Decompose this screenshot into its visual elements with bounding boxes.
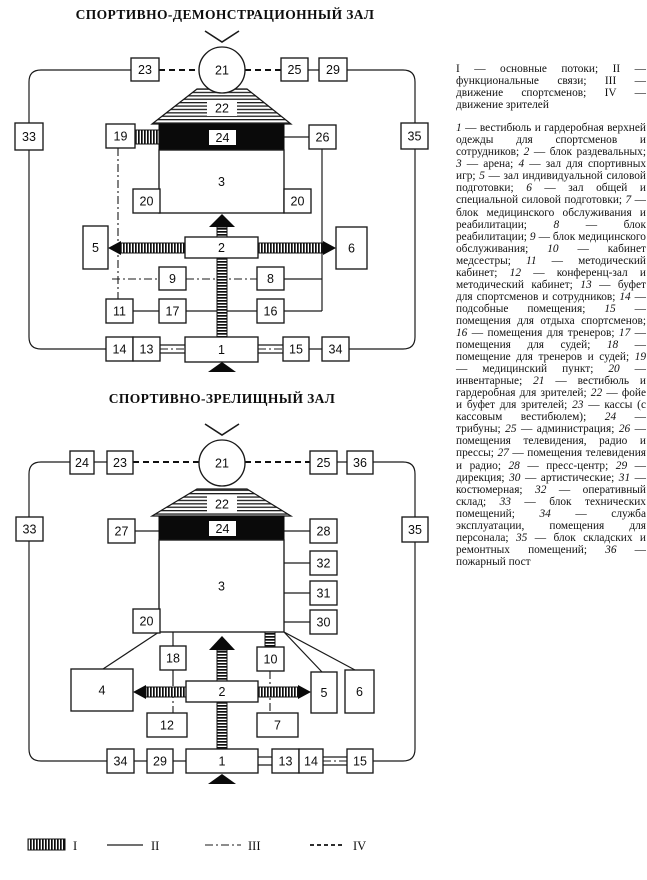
node-d2-7 xyxy=(257,713,298,737)
node-d2-33 xyxy=(16,517,43,541)
node-d2-36 xyxy=(347,451,373,474)
room-number: 28 xyxy=(508,459,520,472)
node-d1-19 xyxy=(106,124,135,148)
node-d1-35 xyxy=(401,123,428,149)
room-number-label: 23 xyxy=(138,62,152,77)
room-number: 8 xyxy=(553,218,560,231)
room-number: 11 xyxy=(526,254,537,267)
node-d1-20 xyxy=(133,189,160,213)
legend-label-I: I xyxy=(73,839,78,853)
node-d2-15 xyxy=(347,749,373,773)
room-number: 26 xyxy=(618,423,631,436)
room-number-label: 18 xyxy=(166,651,180,666)
room-number-label: 22 xyxy=(215,101,229,116)
node-d1-13 xyxy=(133,337,160,361)
room-number-label: 3 xyxy=(218,174,225,189)
node-d2-28 xyxy=(310,519,337,543)
outer-boundary-right xyxy=(308,70,415,349)
room-number-label: 6 xyxy=(356,684,363,699)
room-number: 34 xyxy=(539,507,551,520)
room-number-label: 30 xyxy=(316,615,331,630)
room-number-label: 35 xyxy=(408,522,422,537)
room-number: 19 xyxy=(634,351,646,364)
node-d1-16 xyxy=(257,299,284,323)
room-number: 20 xyxy=(608,363,620,376)
room-number: 9 xyxy=(529,230,536,243)
room-number-label: 24 xyxy=(215,521,230,536)
room-number-label: 14 xyxy=(112,342,127,357)
room-number-label: 7 xyxy=(274,718,281,733)
room-number-label: 13 xyxy=(139,342,154,357)
room-number-label: 16 xyxy=(263,304,278,319)
node-d2-31 xyxy=(310,581,337,605)
room-number-label: 1 xyxy=(218,754,226,769)
room-number: 10 xyxy=(547,242,559,255)
room-number: 5 xyxy=(479,170,485,183)
node-d1-8 xyxy=(257,267,284,290)
flow-band-19-tribune xyxy=(135,130,159,144)
room-number-label: 34 xyxy=(113,754,128,769)
entrance-arrow-icon xyxy=(208,362,236,372)
node-d1-1 xyxy=(185,337,258,362)
flow-types-text: I — основные потоки; II — функциональные связи; III — движение спортсменов; IV — движение зрителей xyxy=(456,63,646,112)
room-number-label: 36 xyxy=(353,455,367,470)
node-d1-25 xyxy=(281,58,308,81)
room-number-label: 28 xyxy=(316,524,331,539)
room-number-label: 21 xyxy=(215,63,229,78)
diagram-spectacle-hall xyxy=(16,391,428,784)
node-d1-29 xyxy=(319,58,347,81)
room-number-label: 24 xyxy=(75,455,89,470)
node-d2-12 xyxy=(147,713,187,737)
room-number: 16 xyxy=(456,326,468,339)
node-d2-23 xyxy=(107,451,133,474)
room-number: 2 xyxy=(523,146,530,159)
room-number-label: 32 xyxy=(316,556,331,571)
node-d1-6 xyxy=(336,227,367,269)
node-d2-24 xyxy=(70,451,94,474)
arrow-left-icon xyxy=(133,685,146,699)
room-number-label: 26 xyxy=(315,130,330,145)
node-d2-20 xyxy=(133,609,160,633)
outer-boundary-left xyxy=(29,462,107,761)
node-d2-10 xyxy=(257,647,284,671)
room-number-label: 19 xyxy=(113,129,128,144)
node-d1-33 xyxy=(15,123,43,150)
node-d2-14 xyxy=(299,749,323,773)
room-number-label: 12 xyxy=(160,718,174,733)
legend-swatch-main-flows xyxy=(28,839,65,850)
node-d1-11 xyxy=(106,299,133,323)
room-number: 3 xyxy=(456,158,462,171)
node-d2-24 xyxy=(209,521,236,536)
room-number: 22 xyxy=(590,387,603,400)
room-number: 7 xyxy=(625,194,632,207)
outer-boundary-right xyxy=(373,462,415,761)
node-d2-18 xyxy=(160,646,186,670)
room-number-label: 10 xyxy=(263,652,278,667)
room-number: 13 xyxy=(580,278,592,291)
room-number: 35 xyxy=(515,531,528,544)
room-number: 14 xyxy=(619,290,631,303)
diagram-demo-title: СПОРТИВНО-ДЕМОНСТРАЦИОННЫЙ ЗАЛ xyxy=(75,7,375,22)
room-number: 24 xyxy=(604,411,617,424)
room-number-label: 20 xyxy=(139,194,154,209)
node-d1-14 xyxy=(106,337,133,361)
entrance-chevron-icon xyxy=(205,31,239,42)
node-d2-2 xyxy=(186,681,258,702)
room-number-label: 34 xyxy=(328,342,343,357)
node-d1-20 xyxy=(284,189,311,213)
node-d2-6 xyxy=(345,670,374,713)
room-number-label: 25 xyxy=(287,62,302,77)
room-number-label: 6 xyxy=(348,241,355,256)
room-number-label: 4 xyxy=(98,683,106,698)
room-number-label: 15 xyxy=(289,342,303,357)
room-number: 4 xyxy=(518,158,525,171)
room-number-label: 3 xyxy=(218,579,225,594)
room-number-label: 2 xyxy=(218,684,226,699)
node-d2-1 xyxy=(186,749,258,773)
room-number: 30 xyxy=(509,471,521,484)
room-number: 21 xyxy=(533,375,545,388)
node-d1-3 xyxy=(159,150,284,213)
room-number-label: 1 xyxy=(218,342,225,357)
flow-band-arena-10 xyxy=(265,632,275,647)
room-number-label: 25 xyxy=(316,455,331,470)
room-number: 1 xyxy=(456,122,462,135)
node-d1-2 xyxy=(185,237,258,258)
room-number-label: 9 xyxy=(169,271,176,286)
room-number: 23 xyxy=(572,399,584,412)
room-number-label: 8 xyxy=(267,271,274,286)
room-number: 36 xyxy=(605,543,617,556)
room-number-label: 14 xyxy=(304,754,318,769)
diagram-demo-hall xyxy=(15,7,428,372)
node-d2-13 xyxy=(272,749,299,773)
node-d1-15 xyxy=(283,337,309,361)
node-d1-24 xyxy=(209,130,236,145)
node-d2-25 xyxy=(310,451,337,474)
legend-label-IV: IV xyxy=(353,839,367,853)
room-number-label: 2 xyxy=(218,240,225,255)
node-d1-17 xyxy=(159,299,186,323)
room-number-label: 20 xyxy=(290,194,305,209)
arrow-right-icon xyxy=(323,241,336,255)
legend-label-III: III xyxy=(248,839,261,853)
room-number-label: 33 xyxy=(22,522,37,537)
room-number-label: 20 xyxy=(139,614,154,629)
node-d2-29 xyxy=(147,749,173,773)
room-number-label: 17 xyxy=(165,304,180,319)
arrow-left-icon xyxy=(108,241,121,255)
room-number: 12 xyxy=(509,266,521,279)
room-number-label: 27 xyxy=(114,524,129,539)
room-number-label: 33 xyxy=(22,129,36,144)
room-number: 31 xyxy=(618,471,631,484)
room-number: 25 xyxy=(505,423,517,436)
entrance-arrow-icon xyxy=(208,774,236,784)
room-number: 15 xyxy=(604,302,616,315)
node-d2-34 xyxy=(107,749,134,773)
room-number-label: 23 xyxy=(113,455,127,470)
node-d2-5 xyxy=(311,672,337,713)
room-number-label: 21 xyxy=(215,456,229,471)
room-number-label: 11 xyxy=(113,304,126,319)
room-number: 32 xyxy=(535,483,547,496)
entrance-chevron-icon xyxy=(205,424,239,435)
node-d1-34 xyxy=(322,337,349,361)
node-d1-26 xyxy=(309,125,336,149)
room-number: 17 xyxy=(618,326,631,339)
node-d2-21 xyxy=(199,440,245,486)
diagram-spectacle-title: СПОРТИВНО-ЗРЕЛИЩНЫЙ ЗАЛ xyxy=(108,391,336,406)
node-d2-35 xyxy=(402,517,428,542)
room-number-label: 22 xyxy=(215,497,229,512)
node-d2-30 xyxy=(310,610,337,634)
node-d2-3 xyxy=(159,540,284,632)
room-number: 33 xyxy=(499,495,511,508)
room-number-label: 29 xyxy=(326,62,340,77)
flow-legend xyxy=(28,839,366,853)
arrow-right-icon xyxy=(298,685,311,699)
rooms-legend-text: 1 — вестибюль и гардеробная верхней одежды для спортсменов и сотрудников; 2 — блок раздевальных; 3 — арена; 4 — зал для спортивных игр; 5 — зал индивидуальной силовой подготовки; 6 — зал общей и специальной силовой подготовки; 7 — блок медицинского обслуживания и реабилитации; 8 — блок реабилитации; 9 — блок медицинского обслуживания; 10 — кабинет медсестры; 11 — методический кабинет; 12 — конференц-зал и методический кабинет; 13 — буфет для спортсменов и сотрудников; 14 — подсобные помещения; 15 — помещения для отдыха спортсменов; 16 — помещения для тренеров; 17 — помещения для судей; 18 — помещение для тренеров и судей; 19 — медицинский пункт; 20 — инвентарные; 21 — вестибюль и гардеробная для зрителей; 22 — фойе и буфет для зрителей; 23 — кассы (с кассовым вестибюлем); 24 — трибуны; 25 — администрация; 26 — помещения телевидения, радио и прессы; 27 — помещения телевидения и радио; 28 — пресс-центр; 29 — дирекция; 30 — артистические; 31 — костюмерная; 32 — оперативный склад; 33 — блок технических помещений; 34 — служба эксплуатации, помещения для персонала; 35 — блок складских и ремонтных помещений; 36 — пожарный пост xyxy=(456,122,647,568)
room-number-label: 24 xyxy=(215,130,230,145)
room-number: 6 xyxy=(526,182,532,195)
node-d2-22 xyxy=(207,496,237,512)
legend-label-II: II xyxy=(151,839,160,853)
arrow-up-icon xyxy=(209,214,235,227)
node-d2-32 xyxy=(310,551,337,575)
room-number-label: 35 xyxy=(407,129,422,144)
node-d1-23 xyxy=(131,58,159,81)
node-d1-5 xyxy=(83,226,108,269)
room-number-label: 15 xyxy=(353,754,367,769)
room-number: 27 xyxy=(497,447,509,460)
room-number-label: 5 xyxy=(320,685,328,700)
room-number-label: 31 xyxy=(316,586,331,601)
room-number-label: 13 xyxy=(278,754,293,769)
node-d2-4 xyxy=(71,669,133,711)
legend-column xyxy=(456,63,646,568)
node-d2-27 xyxy=(108,519,135,543)
room-number-label: 5 xyxy=(92,240,99,255)
room-number: 29 xyxy=(615,459,628,472)
room-number: 18 xyxy=(606,339,619,352)
node-d1-22 xyxy=(207,100,237,116)
arrow-up-icon xyxy=(209,636,235,650)
node-d1-21 xyxy=(199,47,245,93)
node-d1-9 xyxy=(159,267,186,290)
room-number-label: 29 xyxy=(153,754,167,769)
